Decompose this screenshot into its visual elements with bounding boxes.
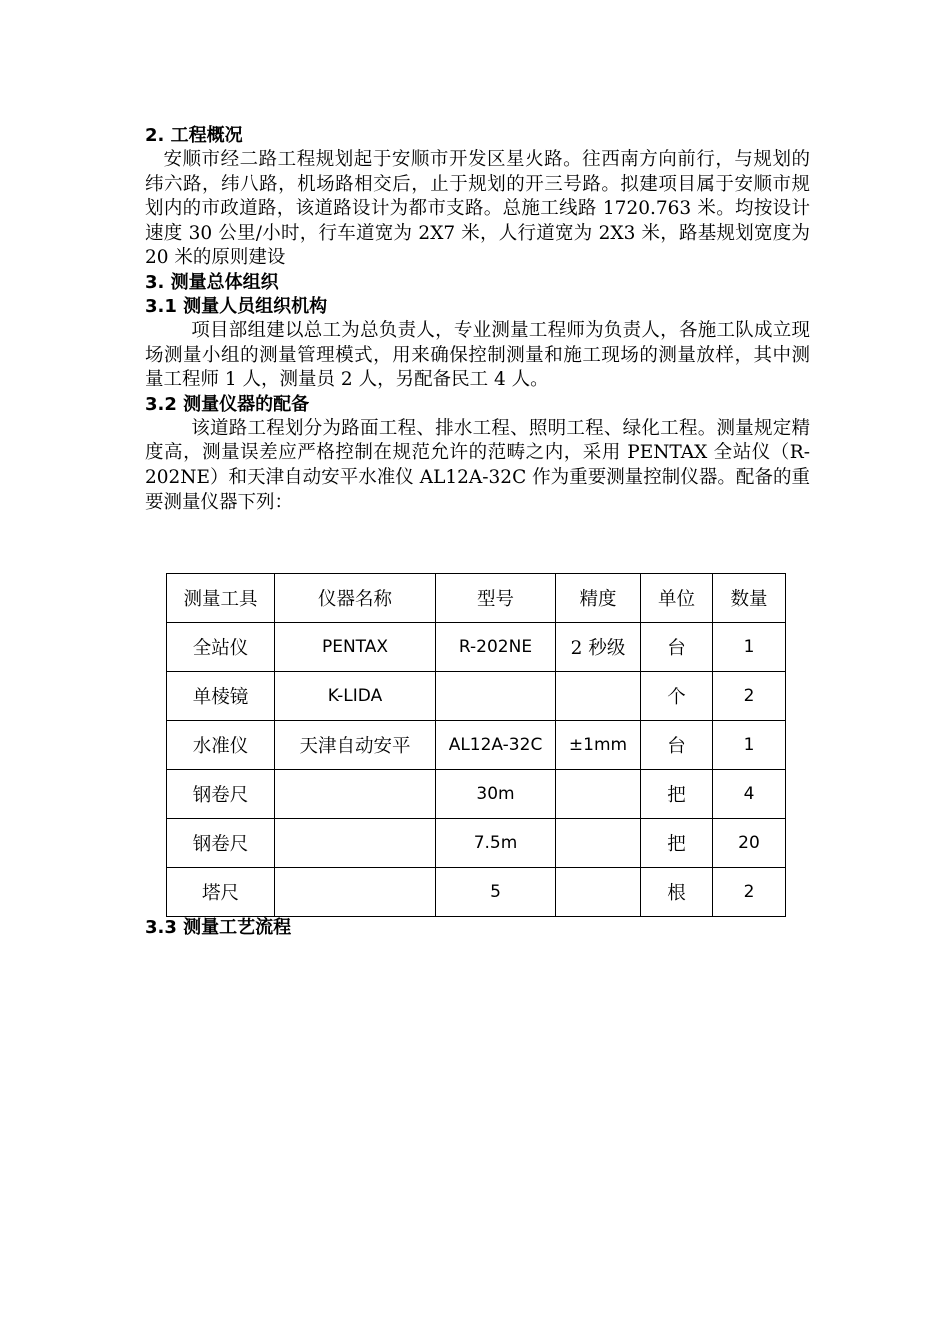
table-cell: 2 秒级 [556, 623, 641, 672]
section-3-2-heading: 3.2 测量仪器的配备 [145, 393, 310, 415]
table-cell: 全站仪 [167, 623, 275, 672]
header-cell: 型号 [436, 574, 556, 623]
table-row [167, 721, 786, 770]
table-cell: 钢卷尺 [167, 770, 275, 819]
table-cell: 4 [713, 770, 786, 819]
table-cell [275, 770, 436, 819]
section-3-heading: 3. 测量总体组织 [145, 271, 279, 293]
table-row [167, 672, 786, 721]
table-cell: 2 [713, 672, 786, 721]
table-cell: 根 [641, 868, 713, 917]
table-row [167, 623, 786, 672]
table-cell [556, 819, 641, 868]
header-cell: 单位 [641, 574, 713, 623]
table-cell [275, 868, 436, 917]
table-cell: 2 [713, 868, 786, 917]
table-cell [275, 819, 436, 868]
header-cell: 仪器名称 [275, 574, 436, 623]
table-cell: 单棱镜 [167, 672, 275, 721]
table-cell: 天津自动安平 [275, 721, 436, 770]
table-cell [556, 868, 641, 917]
section-3-2-paragraph: 该道路工程划分为路面工程、排水工程、照明工程、绿化工程。测量规定精度高，测量误差应严格控制在规范允许的范畴之内，采用 PENTAX 全站仪（R-202NE）和天津自动安平水准仪 AL12A-32C 作为重要测量控制仪器。配备的重要测量仪器下列： [145, 417, 810, 513]
table-cell: 1 [713, 721, 786, 770]
table-cell: 20 [713, 819, 786, 868]
table-cell: 塔尺 [167, 868, 275, 917]
table-cell: 1 [713, 623, 786, 672]
table-row [167, 868, 786, 917]
table-cell [556, 770, 641, 819]
table-cell: 个 [641, 672, 713, 721]
table-cell: 钢卷尺 [167, 819, 275, 868]
section-2-heading: 2. 工程概况 [145, 125, 243, 146]
header-cell: 数量 [713, 574, 786, 623]
table-cell: 30m [436, 770, 556, 819]
table-cell: PENTAX [275, 623, 436, 672]
table-cell [436, 672, 556, 721]
table-cell: 5 [436, 868, 556, 917]
table-cell: 把 [641, 770, 713, 819]
section-2-paragraph: 安顺市经二路工程规划起于安顺市开发区星火路。往西南方向前行，与规划的纬六路，纬八路，机场路相交后，止于规划的开三号路。拟建项目属于安顺市规划内的市政道路，该道路设计为都市支路。总施工线路 1720.763 米。均按设计速度 30 公里/小时，行车道宽为 2X7 米，人行道宽为 2X3 米，路基规划宽度为 20 米的原则建设 [145, 149, 810, 269]
table-header-row [167, 574, 786, 623]
table-cell: 把 [641, 819, 713, 868]
table-row [167, 770, 786, 819]
table-row [167, 819, 786, 868]
header-cell: 测量工具 [167, 574, 275, 623]
table-cell: AL12A-32C [436, 721, 556, 770]
table-cell: R-202NE [436, 623, 556, 672]
section-3-1-heading: 3.1 测量人员组织机构 [145, 295, 328, 317]
table-cell: 台 [641, 721, 713, 770]
table-cell: K-LIDA [275, 672, 436, 721]
table-cell: 台 [641, 623, 713, 672]
document-body [145, 124, 810, 515]
instrument-table [166, 573, 786, 917]
table-cell: 7.5m [436, 819, 556, 868]
section-3-1-paragraph: 项目部组建以总工为总负责人，专业测量工程师为负责人，各施工队成立现场测量小组的测量管理模式，用来确保控制测量和施工现场的测量放样，其中测量工程师 1 人，测量员 2 人，另配备民工 4 人。 [145, 319, 810, 391]
header-cell: 精度 [556, 574, 641, 623]
table-cell [556, 672, 641, 721]
section-3-3-heading: 3.3 测量工艺流程 [145, 917, 292, 938]
table-cell: 水准仪 [167, 721, 275, 770]
table-cell: ±1mm [556, 721, 641, 770]
